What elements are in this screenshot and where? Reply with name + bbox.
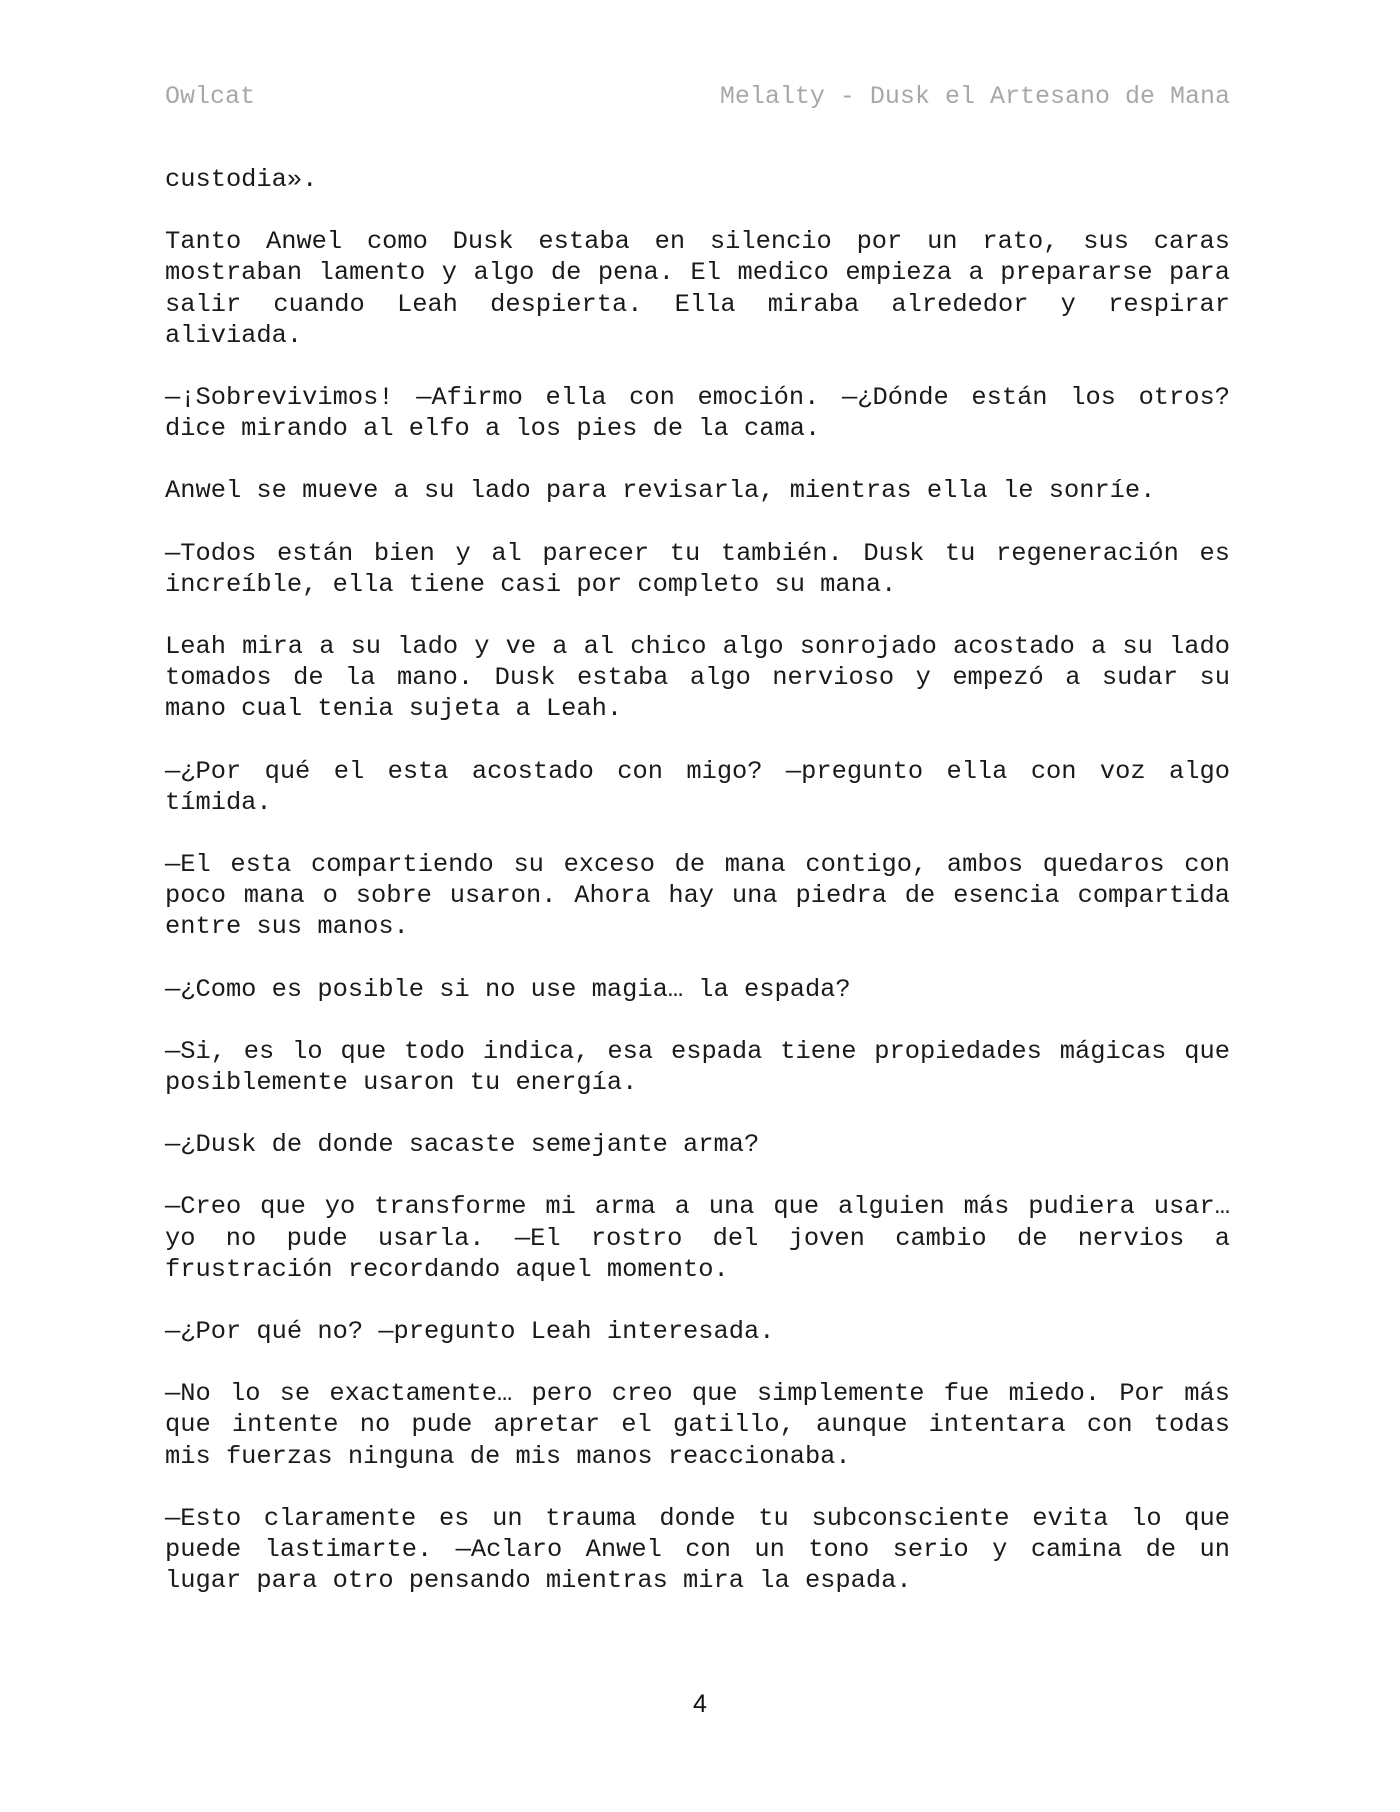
paragraph: —¿Como es posible si no use magia… la espada? bbox=[165, 974, 851, 1004]
paragraph: —¿Dusk de donde sacaste semejante arma? bbox=[165, 1130, 760, 1160]
paragraph: —Esto claramente es un trauma donde tu subconsciente evita lo que puede lastimarte. —Aclaro Anwel con un tono serio y camina de un lugar para otro pensando mientras mira la espada. bbox=[165, 1503, 1230, 1596]
paragraph: —¿Por qué no? —pregunto Leah interesada. bbox=[165, 1317, 775, 1347]
page-header bbox=[165, 82, 1230, 111]
paragraph: —Creo que yo transforme mi arma a una que alguien más pudiera usar… yo no pude usarla. —El rostro del joven cambio de nervios a frustración recordando aquel momento. bbox=[165, 1192, 1230, 1284]
header-title: Melalty - Dusk el Artesano de Mana bbox=[719, 82, 1230, 111]
body-text bbox=[165, 164, 1230, 1628]
paragraph: Leah mira a su lado y ve a al chico algo sonrojado acostado a su lado tomados de la mano. Dusk estaba algo nervioso y empezó a sudar su mano cual tenia sujeta a Leah. bbox=[165, 632, 1230, 724]
paragraph: —El esta compartiendo su exceso de mana contigo, ambos quedaros con poco mana o sobre usaron. Ahora hay una piedra de esencia compartida entre sus manos. bbox=[165, 850, 1230, 942]
paragraph: Tanto Anwel como Dusk estaba en silencio por un rato, sus caras mostraban lamento y algo de pena. El medico empieza a prepararse para salir cuando Leah despierta. Ella miraba alrededor y respirar aliviada. bbox=[165, 227, 1230, 350]
paragraph: —Todos están bien y al parecer tu también. Dusk tu regeneración es increíble, ella tiene casi por completo su mana. bbox=[165, 538, 1230, 599]
paragraph: custodia». bbox=[165, 165, 318, 194]
header-author: Owlcat bbox=[165, 82, 256, 111]
paragraph: —¿Por qué el esta acostado con migo? —pregunto ella con voz algo tímida. bbox=[165, 756, 1230, 817]
page-number: 4 bbox=[693, 1690, 707, 1718]
paragraph: —No lo se exactamente… pero creo que simplemente fue miedo. Por más que intente no pude apretar el gatillo, aunque intentara con todas mis fuerzas ninguna de mis manos reaccionaba. bbox=[165, 1379, 1230, 1471]
paragraph: —Si, es lo que todo indica, esa espada tiene propiedades mágicas que posiblemente usaron tu energía. bbox=[165, 1036, 1230, 1098]
paragraph: —¡Sobrevivimos! —Afirmo ella con emoción. —¿Dónde están los otros? dice mirando al elfo a los pies de la cama. bbox=[165, 383, 1230, 444]
paragraph: Anwel se mueve a su lado para revisarla, mientras ella le sonríe. bbox=[165, 476, 1156, 506]
